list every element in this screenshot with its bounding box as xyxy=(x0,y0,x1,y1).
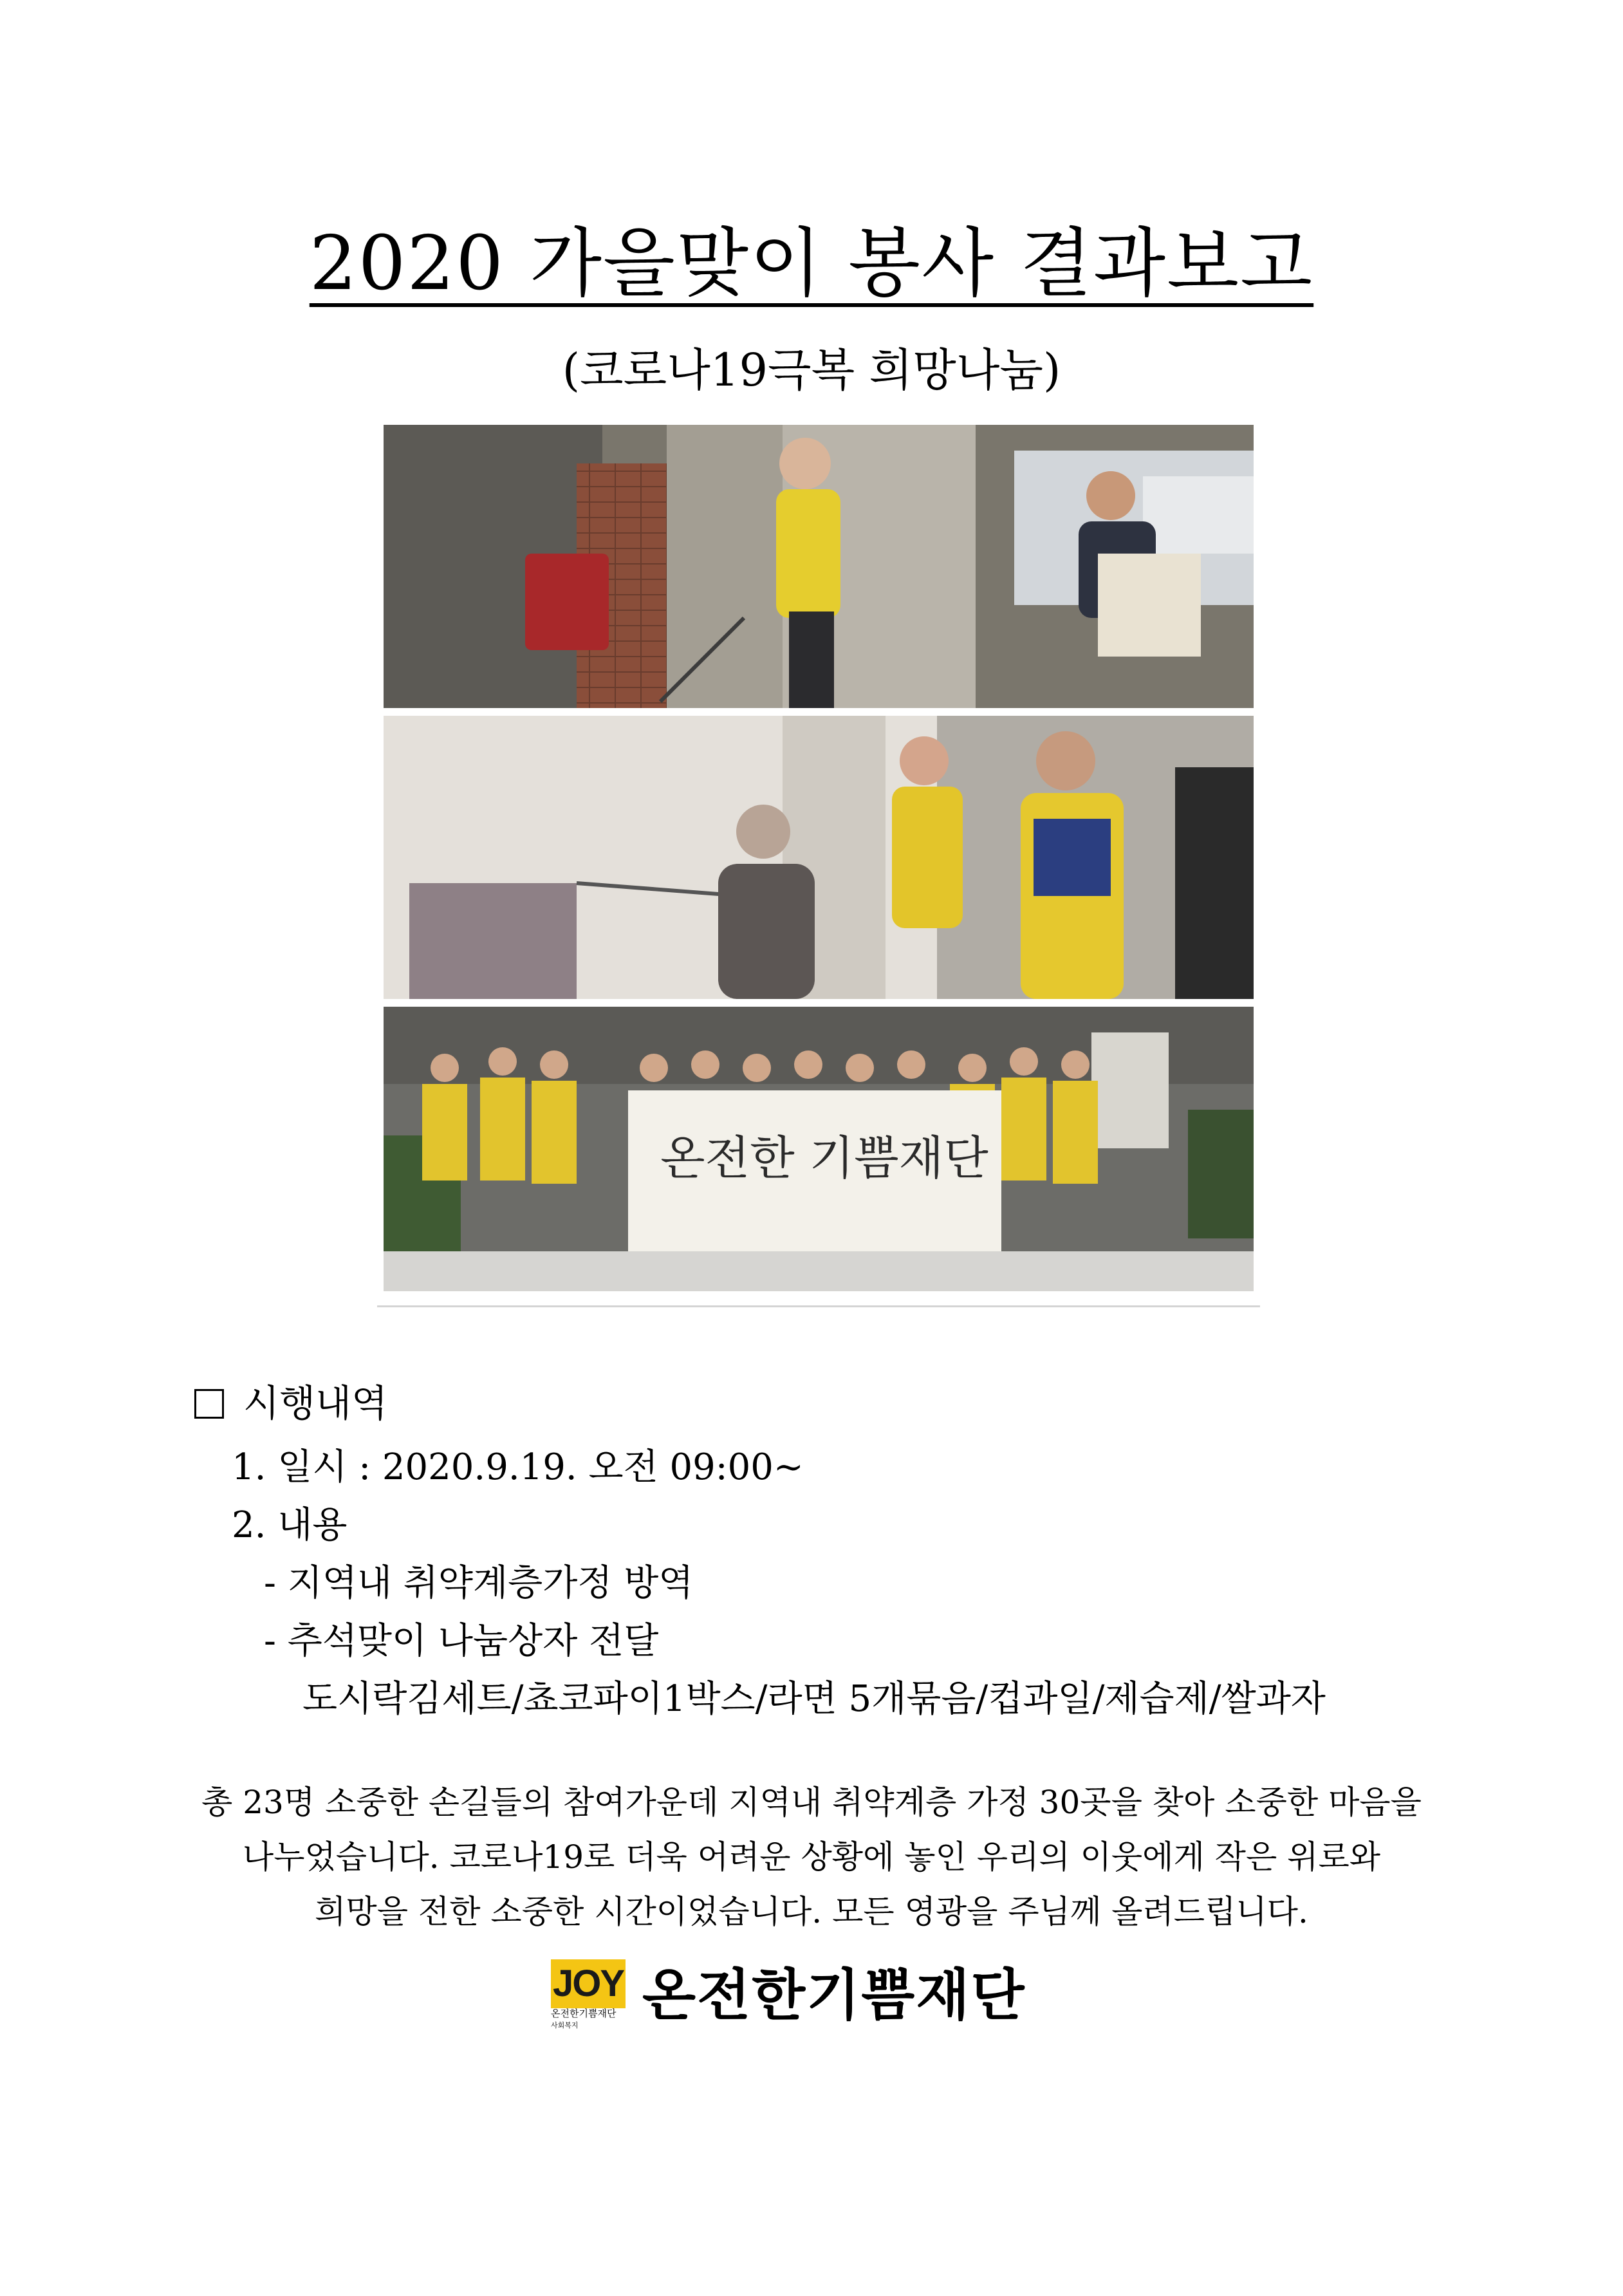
section-heading: 시행내역 xyxy=(194,1377,387,1429)
logo-mark-text: JOY xyxy=(552,1963,624,2004)
list-item-gift-contents: 도시락김세트/쵸코파이1박스/라면 5개묶음/컵과일/제습제/쌀과자 xyxy=(302,1678,1326,1720)
organization-name: 온전한기쁨재단 xyxy=(642,1963,1026,2028)
page-title: 2020 가을맞이 봉사 결과보고 xyxy=(309,220,1314,307)
list-item-date: 1. 일시 : 2020.9.19. 오전 09:00~ xyxy=(232,1446,804,1488)
group-photo-with-banner xyxy=(384,1007,1254,1291)
logo-mark-subtext: 온전한기쁨재단 사회복지 xyxy=(551,2008,617,2030)
list-item-gift-box: - 추석맞이 나눔상자 전달 xyxy=(264,1620,659,1662)
summary-line-3: 희망을 전한 소중한 시간이었습니다. 모든 영광을 주님께 올려드립니다. xyxy=(315,1893,1308,1930)
volunteers-greeting-resident-photo xyxy=(384,716,1254,999)
summary-line-2: 나누었습니다. 코로나19로 더욱 어려운 상황에 놓인 우리의 이웃에게 작은 위로와 xyxy=(242,1838,1381,1876)
summary-line-1: 총 23명 소중한 손길들의 참여가운데 지역내 취약계층 가정 30곳을 찾아 소중한 마음을 xyxy=(201,1784,1422,1821)
checkbox-icon xyxy=(194,1389,224,1419)
volunteers-disinfecting-alley-photo xyxy=(384,425,1254,708)
photo-group xyxy=(384,1007,1254,1291)
list-item-content: 2. 내용 xyxy=(232,1504,348,1546)
photo-divider xyxy=(377,1305,1260,1307)
photo-greeting-resident xyxy=(384,716,1254,999)
list-item-disinfection: - 지역내 취약계층가정 방역 xyxy=(264,1562,694,1604)
joy-logo-icon xyxy=(551,1959,626,2034)
photo-alley-disinfection xyxy=(384,425,1254,708)
banner-text: 온전한 기쁨재단 xyxy=(660,1131,988,1185)
page-subtitle: (코로나19극복 희망나눔) xyxy=(562,344,1061,397)
